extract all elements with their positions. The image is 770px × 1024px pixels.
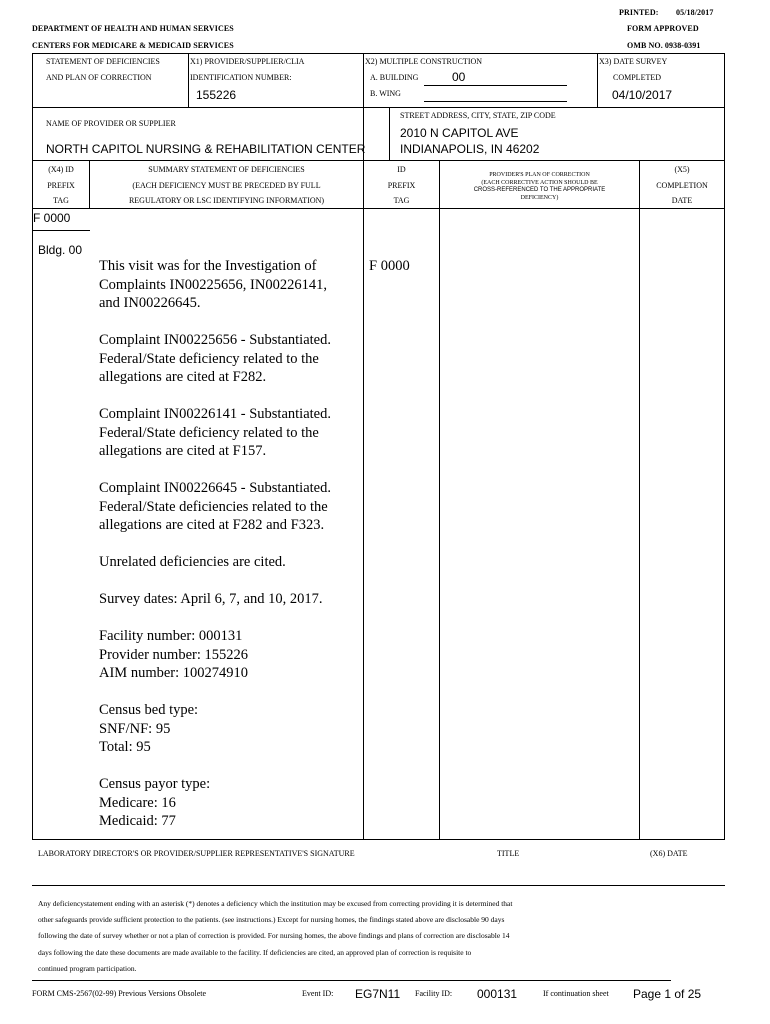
disclaimer-line: other safeguards provide sufficient protection to the patients. (see instructions.) Except for nursing homes, the findings stated above are disclosable 90 days (38, 915, 505, 925)
summary-line: Federal/State deficiency related to the (99, 350, 319, 367)
summary-header-2: (EACH DEFICIENCY MUST BE PRECEDED BY FULL (132, 181, 321, 190)
x4-tag-header: TAG (53, 196, 69, 205)
tag-left: F 0000 (33, 211, 71, 225)
x3-label-1: X3) DATE SURVEY (599, 57, 668, 66)
summary-paragraph (99, 405, 331, 461)
address-line-1: 2010 N CAPITOL AVE (400, 126, 519, 140)
id-prefix-header: PREFIX (387, 181, 416, 190)
summary-line: Federal/State deficiency related to the (99, 424, 319, 441)
summary-paragraph (99, 590, 331, 609)
title-label: TITLE (497, 849, 520, 858)
event-id-value: EG7N11 (355, 987, 401, 1001)
summary-paragraph (99, 331, 331, 387)
signature-label: LABORATORY DIRECTOR'S OR PROVIDER/SUPPLIER REPRESENTATIVE'S SIGNATURE (38, 849, 355, 858)
completion-header: COMPLETION (656, 181, 708, 190)
summary-header-3: REGULATORY OR LSC IDENTIFYING INFORMATION) (128, 196, 325, 205)
facility-id-label: Facility ID: (415, 989, 453, 998)
omb-number: OMB NO. 0938-0391 (627, 41, 701, 50)
building-label: A. BUILDING (370, 73, 419, 82)
summary-line: allegations are cited at F157. (99, 443, 267, 459)
summary-line: This visit was for the Investigation of (99, 258, 317, 274)
plan-header-4: DEFICIENCY) (520, 195, 559, 201)
x1-label-1: X1) PROVIDER/SUPPLIER/CLIA (190, 57, 305, 66)
disclaimer-line: following the date of survey whether or not a plan of correction is provided. For nursing homes, the above findings and plans of correction are disclosable 14 (38, 931, 510, 941)
summary-line: allegations are cited at F282. (99, 369, 267, 385)
address-label: STREET ADDRESS, CITY, STATE, ZIP CODE (400, 111, 556, 120)
summary-line: AIM number: 100274910 (99, 665, 249, 681)
address-line-2: INDIANAPOLIS, IN 46202 (400, 142, 540, 156)
provider-name: NORTH CAPITOL NURSING & REHABILITATION CENTER (46, 142, 366, 156)
summary-line: Complaints IN00225656, IN00226141, (99, 276, 327, 293)
summary-paragraph (99, 701, 331, 757)
provider-id-value: 155226 (196, 88, 237, 102)
wing-label: B. WING (370, 89, 401, 98)
x4-id-header: (X4) ID (48, 165, 74, 174)
department-title: DEPARTMENT OF HEALTH AND HUMAN SERVICES (32, 24, 234, 33)
summary-line: Complaint IN00226141 - Substantiated. (99, 406, 331, 422)
summary-line: SNF/NF: 95 (99, 720, 171, 737)
summary-line: Provider number: 155226 (99, 646, 249, 663)
event-id-label: Event ID: (302, 989, 334, 998)
statement-label-2: AND PLAN OF CORRECTION (46, 73, 152, 82)
disclaimer-line: Any deficiencystatement ending with an asterisk (*) denotes a deficiency which the institution may be excused from correcting providing it is determined that (38, 899, 513, 908)
plan-header-2: (EACH CORRECTIVE ACTION SHOULD BE (481, 180, 598, 186)
summary-line: Medicare: 16 (99, 794, 176, 811)
centers-title: CENTERS FOR MEDICARE & MEDICAID SERVICES (32, 41, 234, 50)
provider-name-label: NAME OF PROVIDER OR SUPPLIER (46, 119, 176, 128)
printed-label: PRINTED: (619, 8, 659, 17)
x5-header: (X5) (674, 165, 690, 174)
summary-paragraph (99, 257, 331, 313)
summary-line: and IN00226645. (99, 295, 201, 311)
summary-line: Census bed type: (99, 702, 199, 718)
building-value: 00 (452, 70, 466, 84)
x1-label-2: IDENTIFICATION NUMBER: (190, 73, 292, 82)
tag-right: F 0000 (369, 258, 410, 274)
plan-header-1: PROVIDER'S PLAN OF CORRECTION (489, 172, 590, 178)
summary-line: Unrelated deficiencies are cited. (99, 554, 286, 570)
summary-paragraph (99, 627, 331, 683)
x3-label-2: COMPLETED (613, 73, 661, 82)
x4-prefix-header: PREFIX (47, 181, 75, 190)
summary-line: Census payor type: (99, 776, 211, 792)
disclaimer (38, 896, 512, 977)
printed-date: 05/18/2017 (676, 8, 714, 17)
date-header: DATE (671, 196, 693, 205)
summary-line: allegations are cited at F282 and F323. (99, 517, 325, 533)
disclaimer-line: days following the date these documents are made available to the facility. If deficiencies are cited, an approved plan of correction is requisite to (38, 947, 472, 957)
summary-paragraph (99, 479, 331, 535)
form-approved: FORM APPROVED (627, 24, 699, 33)
survey-completed-date: 04/10/2017 (612, 88, 673, 102)
summary-header-1: SUMMARY STATEMENT OF DEFICIENCIES (148, 165, 305, 174)
id-header: ID (397, 165, 406, 174)
id-tag-header: TAG (393, 196, 410, 205)
summary-line: Facility number: 000131 (99, 628, 243, 644)
deficiency-summary (99, 257, 331, 849)
statement-label-1: STATEMENT OF DEFICIENCIES (46, 57, 160, 66)
summary-line: Complaint IN00225656 - Substantiated. (99, 332, 331, 348)
continuation-label: If continuation sheet (543, 989, 609, 998)
form-number: FORM CMS-2567(02-99) Previous Versions Obsolete (32, 989, 207, 998)
plan-header-3: CROSS-REFERENCED TO THE APPROPRIATE (473, 187, 606, 193)
summary-line: Federal/State deficiencies related to the (99, 498, 328, 515)
summary-line: Survey dates: April 6, 7, and 10, 2017. (99, 591, 323, 607)
x2-label: X2) MULTIPLE CONSTRUCTION (365, 57, 483, 66)
summary-line: Complaint IN00226645 - Substantiated. (99, 480, 331, 496)
summary-paragraph (99, 775, 331, 831)
x6-date-label: (X6) DATE (650, 849, 688, 858)
building-tag: Bldg. 00 (38, 243, 83, 257)
summary-line: Medicaid: 77 (99, 813, 176, 829)
summary-paragraph (99, 553, 331, 572)
summary-line: Total: 95 (99, 739, 151, 755)
disclaimer-line: continued program participation. (38, 963, 137, 973)
page-number: Page 1 of 25 (633, 987, 702, 1001)
facility-id-value: 000131 (477, 987, 518, 1001)
